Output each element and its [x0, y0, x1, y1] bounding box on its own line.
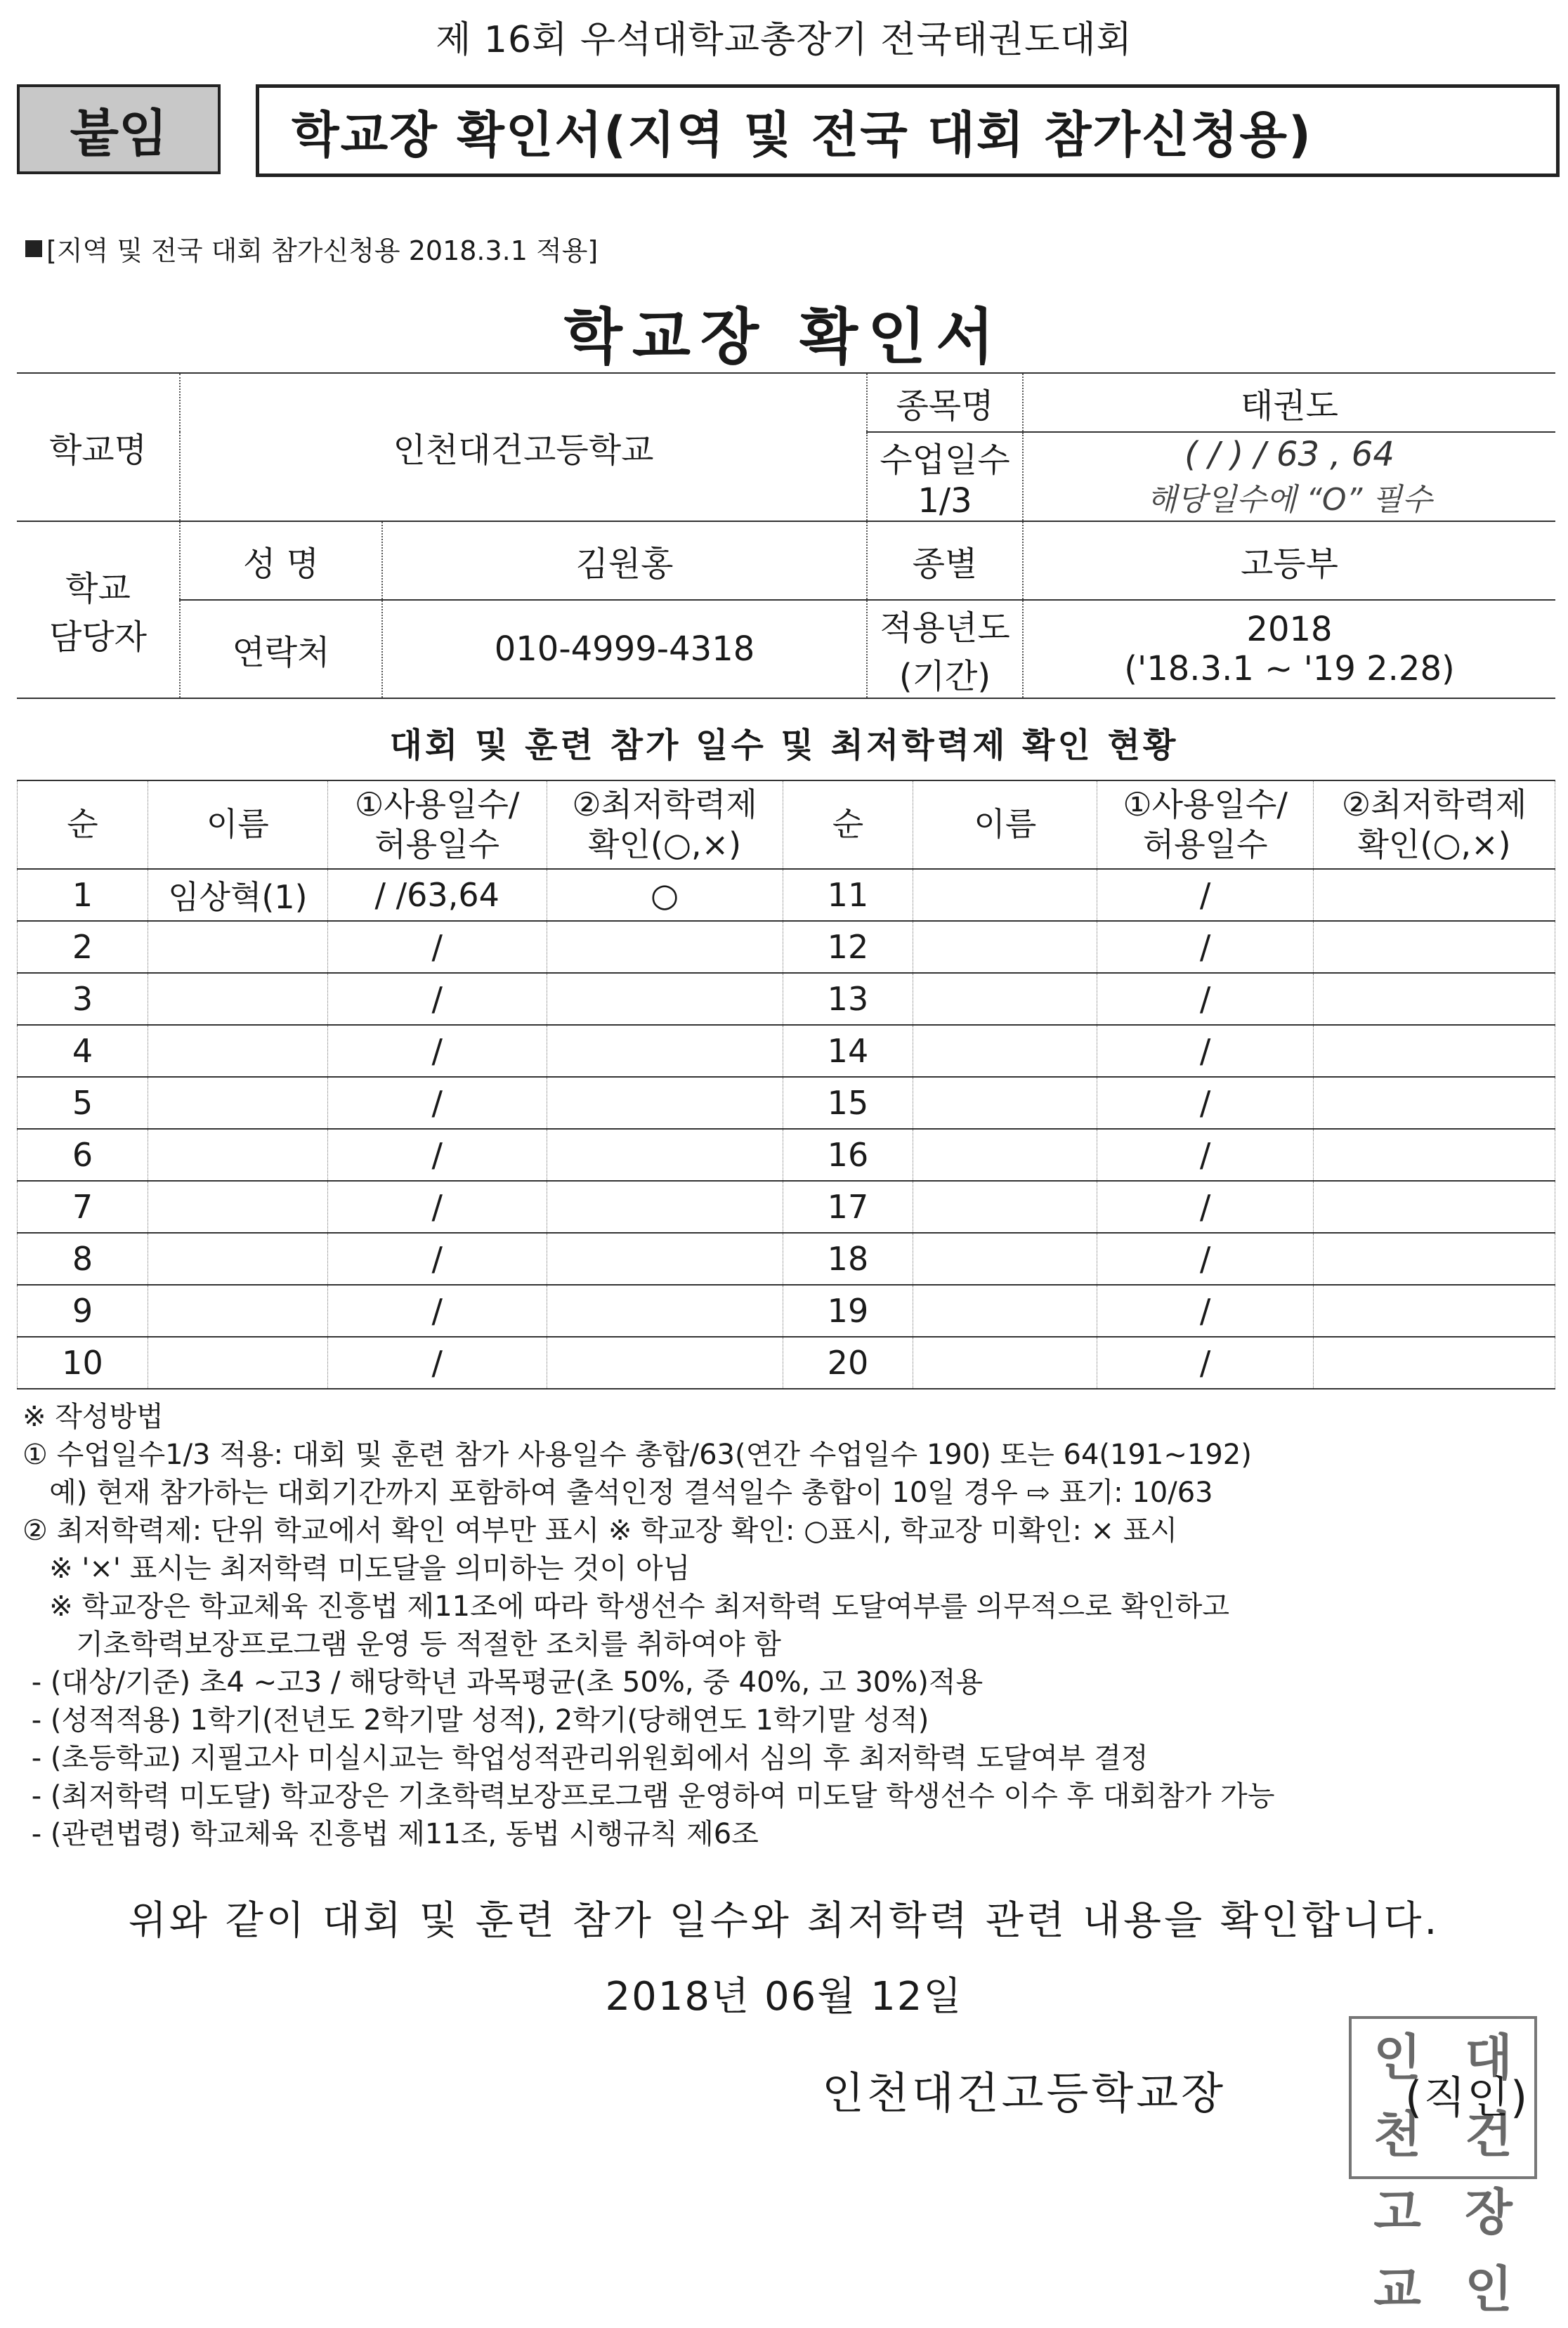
cell-days: / /63,64 — [327, 869, 547, 921]
confirmation-statement: 위와 같이 대회 및 훈련 참가 일수와 최저학력 관련 내용을 확인합니다. — [128, 1898, 1440, 1944]
cell-check — [547, 973, 783, 1025]
sport-label: 종목명 — [867, 373, 1023, 432]
apply-note — [25, 229, 598, 268]
seal-label: (직인) — [1405, 2072, 1529, 2123]
note-line: 기초학력보장프로그램 운영 등 적절한 조치를 취하여야 함 — [22, 1628, 781, 1661]
header-days-right — [1097, 780, 1314, 869]
note-line: - (최저학력 미도달) 학교장은 기초학력보장프로그램 운영하여 미도달 학생선수 이수 후 대회참가 가능 — [22, 1780, 1275, 1812]
class-days-note: 해당일수에 “O” 필수 — [1146, 481, 1432, 518]
cell-days: / — [327, 1025, 547, 1077]
cell-check — [547, 1077, 783, 1129]
cell-check — [547, 1285, 783, 1337]
year-value: 2018 — [1246, 610, 1333, 649]
cell-check — [1314, 1285, 1555, 1337]
cell-name — [913, 973, 1097, 1025]
cell-name — [148, 1025, 327, 1077]
cell-days: / — [327, 1233, 547, 1285]
seal-char: 인천 — [1373, 2029, 1421, 2164]
cell-check — [1314, 921, 1555, 973]
cell-name — [913, 1285, 1097, 1337]
school-name: 인천대건고등학교 — [180, 373, 867, 521]
class-days-label-line1: 수업일수 — [880, 440, 1010, 480]
seal-char: 고교 — [1373, 2183, 1421, 2318]
cell-days: / — [1097, 869, 1314, 921]
cell-no: 4 — [18, 1025, 148, 1077]
cell-check — [1314, 1233, 1555, 1285]
sport-value: 태권도 — [1023, 373, 1555, 432]
participation-title: 대회 및 훈련 참가 일수 및 최저학력제 확인 현황 — [389, 726, 1179, 765]
cell-no: 13 — [783, 973, 913, 1025]
cell-no: 11 — [783, 869, 913, 921]
cell-check — [547, 1233, 783, 1285]
cell-name — [913, 869, 1097, 921]
attachment-badge: 붙임 — [17, 84, 221, 174]
cell-check — [1314, 1181, 1555, 1233]
header-check-line1: ②최저학력제 — [572, 785, 757, 823]
header-days-line2: 허용일수 — [374, 825, 500, 863]
name-label: 성 명 — [180, 521, 382, 600]
header-check — [547, 780, 783, 869]
cell-days: / — [1097, 1233, 1314, 1285]
note-line: ① 수업일수1/3 적용: 대회 및 훈련 참가 사용일수 총합/63(연간 수업일수 190) 또는 64(191~192) — [22, 1439, 1252, 1471]
cell-check — [1314, 869, 1555, 921]
cell-name — [148, 1077, 327, 1129]
cell-days: / — [327, 1285, 547, 1337]
seal-char: 장인 — [1465, 2183, 1513, 2318]
cell-no: 3 — [18, 973, 148, 1025]
cell-check — [547, 1129, 783, 1181]
cell-days: / — [1097, 921, 1314, 973]
table-row — [18, 921, 1555, 973]
note-line: - (성적적용) 1학기(전년도 2학기말 성적), 2학기(당해연도 1학기말 성적) — [22, 1704, 929, 1737]
cell-no: 2 — [18, 921, 148, 973]
cell-check — [547, 1025, 783, 1077]
form-title: 학교장 확인서(지역 및 전국 대회 참가신청용) — [256, 84, 1560, 177]
manager-label-line1: 학교 — [65, 569, 131, 608]
manager-label — [17, 521, 180, 698]
name-value: 김원홍 — [382, 521, 867, 600]
cell-days: / — [1097, 1337, 1314, 1389]
cell-check — [1314, 1025, 1555, 1077]
cell-no: 10 — [18, 1337, 148, 1389]
cell-days: / — [327, 973, 547, 1025]
note-line: - (초등학교) 지필고사 미실시교는 학업성적관리위원회에서 심의 후 최저학력 도달여부 결정 — [22, 1742, 1149, 1774]
cell-no: 7 — [18, 1181, 148, 1233]
year-period: ('18.3.1 ~ '19 2.28) — [1124, 649, 1455, 688]
cell-name — [913, 1181, 1097, 1233]
header-days-line1: ①사용일수/ — [354, 785, 520, 823]
note-line: ※ '×' 표시는 최저학력 미도달을 의미하는 것이 아님 — [22, 1552, 691, 1585]
year-label — [867, 600, 1023, 698]
year-label-line1: 적용년도 — [880, 608, 1010, 648]
category-label: 종별 — [867, 521, 1023, 600]
note-line: - (관련법령) 학교체육 진흥법 제11조, 동법 시행규칙 제6조 — [22, 1818, 759, 1850]
class-days-value: ( / ) / 63 , 64 — [1184, 434, 1394, 474]
note-line: ※ 학교장은 학교체육 진흥법 제11조에 따라 학생선수 최저학력 도달여부를 의무적으로 확인하고 — [22, 1590, 1230, 1623]
year-cell — [1023, 600, 1555, 698]
cell-name — [913, 1233, 1097, 1285]
class-days-label — [867, 432, 1023, 521]
table-row — [18, 973, 1555, 1025]
cell-days: / — [327, 921, 547, 973]
manager-label-line2: 담당자 — [48, 617, 148, 657]
cell-days: / — [327, 1077, 547, 1129]
contact-label: 연락처 — [180, 600, 382, 698]
cell-name — [148, 1233, 327, 1285]
cell-days: / — [327, 1337, 547, 1389]
square-bullet-icon — [25, 240, 42, 257]
table-row — [18, 1025, 1555, 1077]
cell-name — [913, 1129, 1097, 1181]
header-days — [327, 780, 547, 869]
header-no-right: 순 — [783, 780, 913, 869]
class-days-label-line2: 1/3 — [917, 481, 972, 521]
cell-days: / — [1097, 1285, 1314, 1337]
participation-table — [17, 780, 1555, 1389]
cell-days: / — [1097, 1025, 1314, 1077]
cell-name: 임상혁(1) — [148, 869, 327, 921]
cell-name — [913, 1025, 1097, 1077]
year-label-line2: (기간) — [899, 657, 991, 696]
cell-days: / — [1097, 1077, 1314, 1129]
header-days-right-line1: ①사용일수/ — [1123, 785, 1288, 823]
cell-check — [1314, 1337, 1555, 1389]
table-row — [18, 1233, 1555, 1285]
note-line: ※ 작성방법 — [22, 1401, 164, 1433]
cell-days: / — [327, 1129, 547, 1181]
table-row — [18, 1181, 1555, 1233]
table-row — [18, 1285, 1555, 1337]
cell-no: 9 — [18, 1285, 148, 1337]
cell-name — [148, 973, 327, 1025]
cell-check: ○ — [547, 869, 783, 921]
cell-no: 8 — [18, 1233, 148, 1285]
header-days-right-line2: 허용일수 — [1142, 825, 1268, 863]
cell-no: 12 — [783, 921, 913, 973]
cell-no: 17 — [783, 1181, 913, 1233]
cell-check — [1314, 1077, 1555, 1129]
cell-name — [148, 921, 327, 973]
cell-name — [913, 1077, 1097, 1129]
cell-name — [148, 1129, 327, 1181]
seal-char: 대건 — [1465, 2029, 1513, 2164]
cell-no: 1 — [18, 869, 148, 921]
class-days-cell — [1023, 432, 1555, 521]
cell-no: 5 — [18, 1077, 148, 1129]
cell-no: 18 — [783, 1233, 913, 1285]
cell-name — [148, 1337, 327, 1389]
note-line: 예) 현재 참가하는 대회기간까지 포함하여 출석인정 결석일수 총합이 10일 경우 ⇨ 표기: 10/63 — [22, 1477, 1213, 1509]
table-row — [18, 1337, 1555, 1389]
cell-no: 15 — [783, 1077, 913, 1129]
cell-days: / — [1097, 1181, 1314, 1233]
cell-check — [547, 1337, 783, 1389]
cell-days: / — [1097, 1129, 1314, 1181]
category-value: 고등부 — [1023, 521, 1555, 600]
cell-no: 6 — [18, 1129, 148, 1181]
cell-name — [148, 1181, 327, 1233]
cell-check — [1314, 1129, 1555, 1181]
header-check-right-line1: ②최저학력제 — [1341, 785, 1527, 823]
table-row — [18, 869, 1555, 921]
writing-instructions — [22, 1398, 1561, 1853]
school-info-table — [17, 372, 1555, 699]
header-name: 이름 — [148, 780, 327, 869]
cell-name — [913, 921, 1097, 973]
header-check-line2: 확인(○,×) — [588, 825, 742, 863]
cell-no: 14 — [783, 1025, 913, 1077]
cell-check — [547, 1181, 783, 1233]
header-name-right: 이름 — [913, 780, 1097, 869]
cell-name — [148, 1285, 327, 1337]
issue-date: 2018년 06월 12일 — [605, 1974, 963, 2020]
header-check-right — [1314, 780, 1555, 869]
document-title: 학교장 확인서 — [563, 302, 1005, 372]
participation-header-row — [18, 780, 1555, 869]
cell-check — [547, 921, 783, 973]
principal-name: 인천대건고등학교장 — [822, 2067, 1227, 2119]
table-row — [18, 1129, 1555, 1181]
cell-check — [1314, 973, 1555, 1025]
apply-note-text: [지역 및 전국 대회 참가신청용 2018.3.1 적용] — [46, 235, 599, 266]
table-row — [18, 1077, 1555, 1129]
note-line: ② 최저학력제: 단위 학교에서 확인 여부만 표시 ※ 학교장 확인: ○표시, 학교장 미확인: × 표시 — [22, 1515, 1178, 1547]
contact-value: 010-4999-4318 — [382, 600, 867, 698]
event-title: 제 16회 우석대학교총장기 전국태권도대회 — [436, 19, 1132, 61]
header-no: 순 — [18, 780, 148, 869]
cell-days: / — [327, 1181, 547, 1233]
school-label: 학교명 — [17, 373, 180, 521]
cell-name — [913, 1337, 1097, 1389]
header-check-right-line2: 확인(○,×) — [1357, 825, 1511, 863]
cell-no: 19 — [783, 1285, 913, 1337]
cell-no: 16 — [783, 1129, 913, 1181]
note-line: - (대상/기준) 초4 ~고3 / 해당학년 과목평균(초 50%, 중 40%, 고 30%)적용 — [22, 1666, 984, 1699]
cell-no: 20 — [783, 1337, 913, 1389]
cell-days: / — [1097, 973, 1314, 1025]
